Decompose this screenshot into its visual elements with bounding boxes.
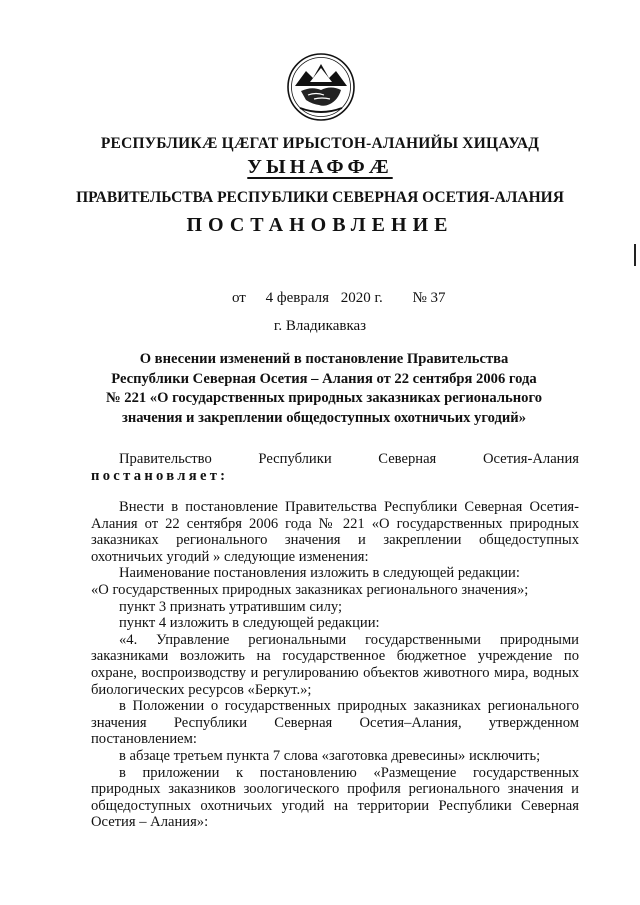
body-paragraph: в приложении к постановлению «Размещение государственных природных заказников зоологического профиля регионального значения и общедоступных охотничьих угодий на территории Республики Северная Осетия – Алания»: [91, 764, 579, 831]
body-paragraph: «4. Управление региональными государственными природными заказниками возложить на государственное бюджетное учреждение по охране, воспроизводству и регулированию объектов животного мира, водных биологических ресурсов «Беркут.»; [91, 631, 579, 698]
ossetian-document-type-text: УЫНАФФӔ [247, 156, 393, 178]
preamble-word: Осетия-Алания [482, 451, 580, 467]
preamble-words [91, 451, 579, 468]
preamble-word: Республики [258, 451, 332, 467]
document-title [60, 350, 588, 428]
preamble-word: Северная [378, 451, 437, 467]
preamble-word: Правительство [119, 451, 212, 467]
body-paragraph: в абзаце третьем пункта 7 слова «заготовка древесины» исключить; [119, 747, 541, 764]
preamble-verb: постановляет: [91, 467, 229, 484]
body-paragraph: Внести в постановление Правительства Республики Северная Осетия-Алания от 22 сентября 2006 года № 221 «О государственных природных заказниках регионального значения и закреплении общедоступных охотничьих угодий » следующие изменения: [91, 499, 579, 565]
document-year: 2020 г. [340, 290, 383, 306]
body-paragraph: Наименование постановления изложить в следующей редакции: [119, 565, 520, 582]
body-paragraph: «О государственных природных заказниках регионального значения»; [91, 581, 529, 598]
title-line: О внесении изменений в постановление Правительства [139, 351, 509, 367]
title-line: значения и закреплении общедоступных охотничьих угодий» [121, 409, 526, 426]
document-body [91, 499, 579, 831]
ossetian-government-heading: РЕСПУБЛИКӔ ЦӔГАТ ИРЫСТОН-АЛАНИЙЫ ХИЦАУАД [100, 135, 540, 152]
title-line: № 221 «О государственных природных заказниках регионального [105, 390, 543, 406]
body-paragraph: в Положении о государственных природных заказниках регионального значения Республики Северная Осетия–Алания, утвержденном постановлением: [91, 698, 579, 748]
coat-of-arms-emblem [286, 52, 356, 122]
preamble [91, 451, 579, 484]
russian-document-type: ПОСТАНОВЛЕНИЕ [186, 214, 454, 236]
date-from-word: от [232, 290, 246, 306]
document-city: г. Владикавказ [273, 318, 367, 334]
russian-government-heading: ПРАВИТЕЛЬСТВА РЕСПУБЛИКИ СЕВЕРНАЯ ОСЕТИЯ-АЛАНИЯ [76, 189, 564, 206]
title-line: Республики Северная Осетия – Алания от 22 сентября 2006 года [111, 370, 537, 387]
body-paragraph: пункт 3 признать утратившим силу; [119, 598, 343, 615]
ossetian-document-type [0, 156, 640, 179]
document-date: 4 февраля [265, 290, 329, 306]
document-number: № 37 [412, 290, 446, 306]
date-line [232, 290, 446, 307]
body-paragraph: пункт 4 изложить в следующей редакции: [119, 615, 380, 632]
page-edge-mark [634, 244, 636, 266]
